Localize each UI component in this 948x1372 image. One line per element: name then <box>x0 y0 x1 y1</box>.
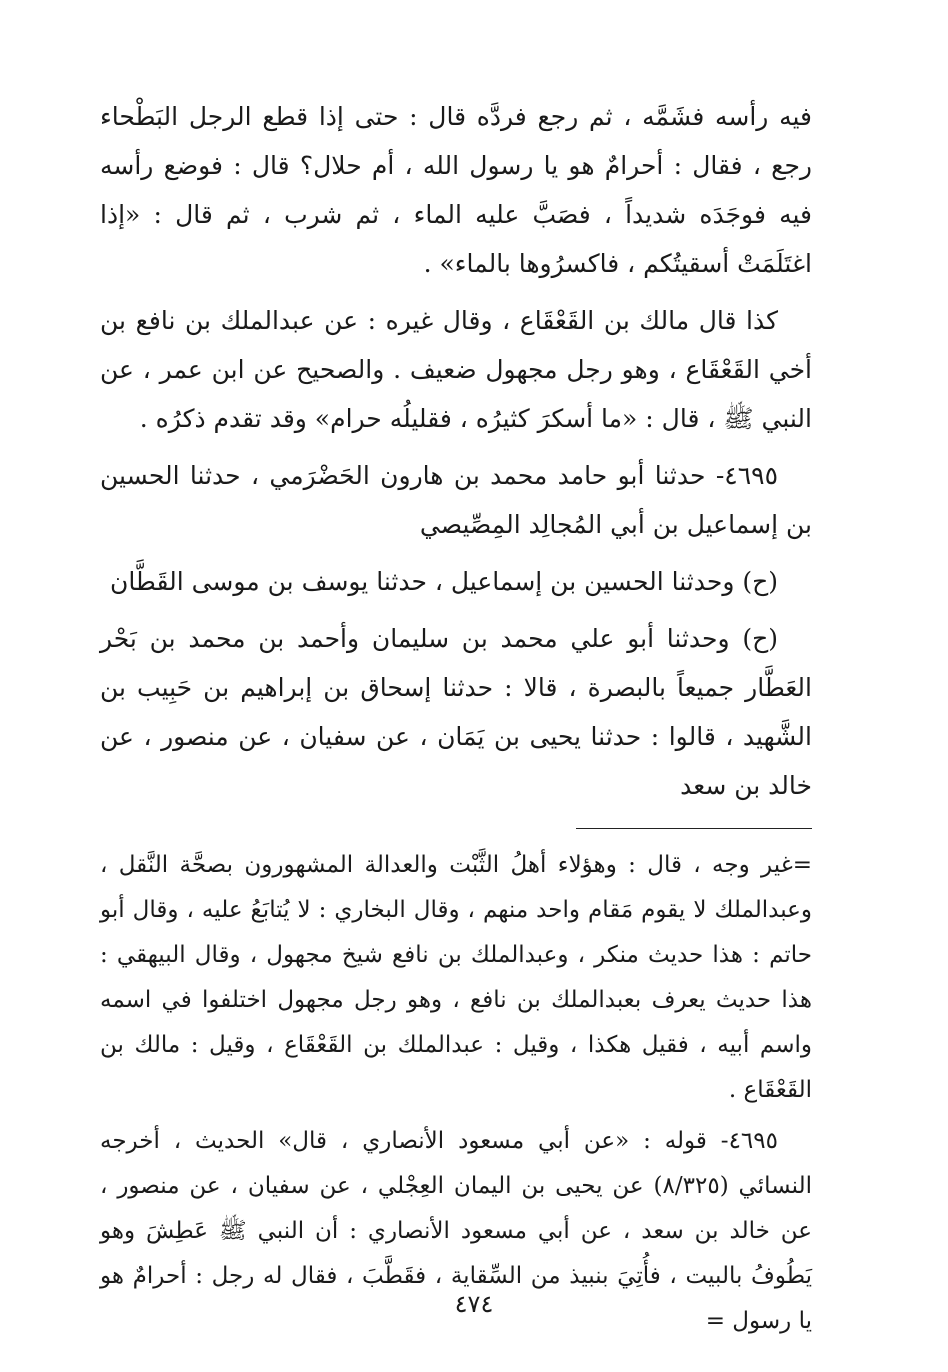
hadith-4695-ha-1: (ح) وحدثنا الحسين بن إسماعيل ، حدثنا يوسف بن موسى القَطَّان <box>109 567 778 596</box>
main-paragraph-1: فيه رأسه فشَمَّه ، ثم رجع فردَّه قال : حتى إذا قطع الرجل البَطْحاء رجع ، فقال : أحرامٌ هو يا رسول الله ، أم حلال؟ قال : فوضع رأسه فيه فوجَدَه شديداً ، فصَبَّ عليه الماء ، ثم شرب ، ثم قال : «إذا اغتَلَمَتْ أسقيتُكم ، فاكسرُوها بالماء» . <box>100 102 812 278</box>
hadith-4695-ha-2: (ح) وحدثنا أبو علي محمد بن سليمان وأحمد بن محمد بن بَحْر العَطَّار جميعاً بالبصرة ، قالا : حدثنا إسحاق بن إبراهيم بن حَبِيب بن الشَّهيد ، قالوا : حدثنا يحيى بن يَمَان ، عن سفيان ، عن منصور ، عن خالد بن سعد <box>100 624 812 800</box>
footnotes <box>100 843 812 1344</box>
footnote-divider-wrap <box>100 828 812 829</box>
footnote-4695: ٤٦٩٥- قوله : «عن أبي مسعود الأنصاري ، قال» الحديث ، أخرجه النسائي (٨/٣٢٥) عن يحيى بن اليمان العِجْلي ، عن سفيان ، عن منصور ، عن خالد بن سعد ، عن أبي مسعود الأنصاري : أن النبي ﷺ عَطِشَ وهو يَطُوفُ بالبيت ، فأُتِيَ بنبيذ من السِّقاية ، فقَطَّبَ ، فقال له رجل : أحرامٌ هو يا رسول = <box>100 1128 812 1334</box>
footnote-divider <box>576 828 812 829</box>
page-number: ٤٧٤ <box>454 1290 494 1318</box>
footnote-continuation: =غير وجه ، قال : وهؤلاء أهلُ الثَّبْت والعدالة المشهورون بصحَّة النَّقل ، وعبدالملك لا يقوم مَقام واحد منهم ، وقال البخاري : لا يُتابَعُ عليه ، وقال أبو حاتم : هذا حديث منكر ، وعبدالملك بن نافع شيخ مجهول ، وقال البيهقي : هذا حديث يعرف بعبدالملك بن نافع ، وهو رجل مجهول اختلفوا في اسمه واسم أبيه ، فقيل هكذا ، وقيل : عبدالملك بن القَعْقَاع ، وقيل : مالك بن القَعْقَاع . <box>100 852 812 1103</box>
main-text <box>100 92 812 810</box>
hadith-4695-isnad: ٤٦٩٥- حدثنا أبو حامد محمد بن هارون الحَضْرَمي ، حدثنا الحسين بن إسماعيل بن أبي المُجالِد المِصِّيصي <box>100 461 812 539</box>
main-paragraph-2: كذا قال مالك بن القَعْقَاع ، وقال غيره : عن عبدالملك بن نافع بن أخي القَعْقَاع ، وهو رجل مجهول ضعيف . والصحيح عن ابن عمر ، عن النبي ﷺ ، قال : «ما أسكرَ كثيرُه ، فقليلُه حرام» وقد تقدم ذكرُه . <box>100 306 812 433</box>
page-body <box>100 92 812 1344</box>
